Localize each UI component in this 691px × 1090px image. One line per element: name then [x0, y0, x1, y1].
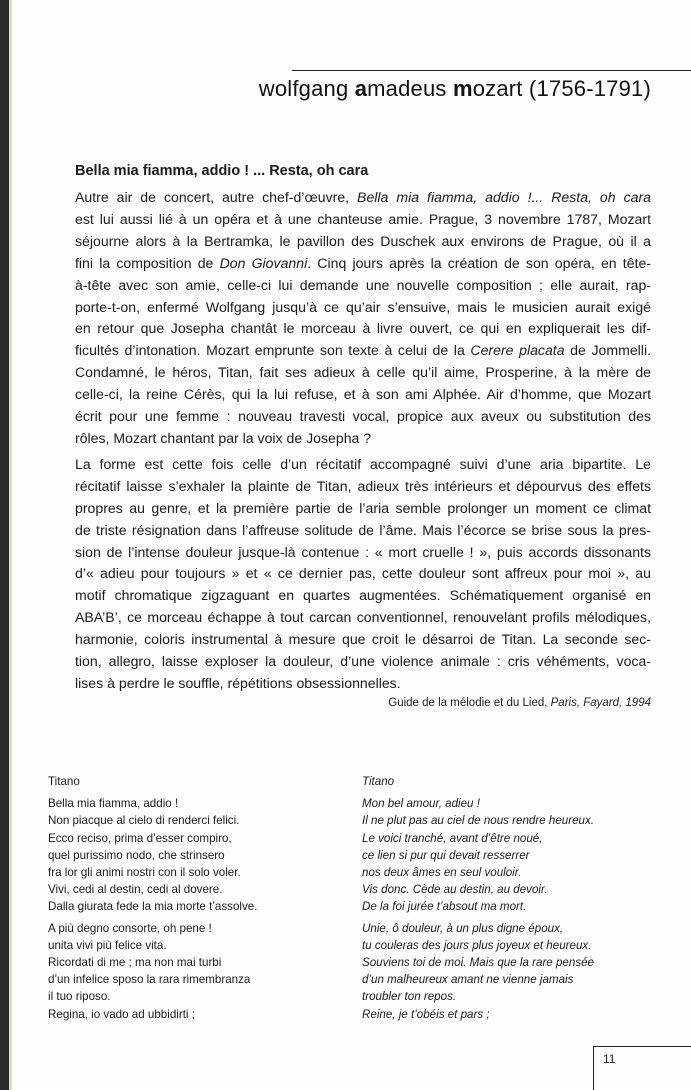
- page-binding-shadow: [9, 0, 12, 1090]
- text-line: propres au genre, et la première partie de l’aria semble prolonger un moment ce climat: [75, 499, 651, 516]
- poem-verse: Regina, io vado ad ubbidirti ;: [48, 1007, 195, 1021]
- paragraph-1: [75, 187, 651, 450]
- text-line: porte-t-on, enfermé Wolfgang jusqu’à ce qu’air s’ensuive, mais le musicien aurait exigé: [75, 298, 651, 315]
- poem-verse: Non piacque al cielo di renderci felici.: [48, 814, 240, 828]
- poem-verse: De la foi jurée t’absout ma mort.: [362, 900, 527, 914]
- article-title: Bella mia fiamma, addio ! ... Resta, oh cara: [75, 163, 369, 179]
- text-line: fini la composition de Don Giovanni. Cinq jours après la création de son opéra, en tête-: [75, 254, 651, 271]
- poem-verse: ce lien si pur qui devait resserrer: [362, 848, 530, 862]
- text-line: La forme est cette fois celle d’un récitatif accompagné suivi d’une aria bipartite. Le: [75, 455, 651, 472]
- poem-verse: Vivi, cedi al destin, cedi al dovere.: [48, 883, 223, 897]
- poem-verse: Souviens toi de moi. Mais que la rare pensée: [362, 956, 595, 970]
- text-line: à-tête avec son amie, celle-ci lui demande une nouvelle composition ; elle aurait, rap-: [75, 276, 651, 293]
- text-line: en retour que Josepha chantât le morceau à livre ouvert, ce qui en expliquerait les dif-: [75, 320, 651, 337]
- page-number: 11: [603, 1052, 616, 1066]
- text-line: celle-ci, la reine Cérès, qui la lui refuse, et à son ami Alphée. Air d’homme, que Mozart: [75, 386, 651, 403]
- poem-verse: d’un malheureux amant ne vienne jamais: [362, 973, 574, 987]
- text-line: ficultés d’intonation. Mozart emprunte son texte à celui de la Cerere placata de Jommelli.: [75, 342, 651, 359]
- poem-verse: Vis donc. Cède au destin, au devoir.: [362, 883, 548, 897]
- poem-verse: Reine, je t’obéis et pars ;: [362, 1007, 490, 1021]
- text-line: Condamné, le héros, Titan, fait ses adieux à celle qu’il aime, Prosperine, à la mère de: [75, 364, 651, 381]
- text-line: sion de l’intense douleur jusque-là contenue : « mort cruelle ! », puis accords dissonants: [75, 543, 651, 560]
- text-line: d’« adieu pour toujours » et « ce dernier pas, cette douleur sont affreux pour moi », au: [75, 565, 651, 582]
- text-line: écrit pour une femme : nouveau travesti vocal, propice aux aveux ou substitution des: [75, 408, 651, 425]
- text-line: motif chromatique zigzaguant en quartes augmentées. Schématiquement organisé en: [75, 587, 651, 604]
- text-line: récitatif laisse s’exhaler la plainte de Titan, adieux très intérieurs et dépourvus des effets: [75, 477, 651, 494]
- page-binding-edge: [0, 0, 9, 1090]
- footer-rule-vertical: [593, 1046, 594, 1090]
- text-line: harmonie, coloris instrumental à mesure que croit le désarroi de Titan. La seconde sec-: [75, 631, 651, 648]
- poem-verse: tu couleras des jours plus joyeux et heureux.: [362, 938, 592, 952]
- text-line: ABA’B’, ce morceau échappe à tout carcan conventionnel, renouvelant profils mélodiques,: [75, 609, 651, 626]
- poem-verse: d’un infelice sposo la rara rimembranza: [48, 973, 251, 987]
- text-line: Autre air de concert, autre chef-d’œuvre, Bella mia fiamma, addio !... Resta, oh cara: [75, 189, 651, 205]
- poem-verse: Ecco reciso, prima d’esser compiro,: [48, 831, 232, 845]
- text-line: séjourne alors à la Bertramka, le pavillon des Duschek aux environs de Prague, où il a: [75, 232, 651, 249]
- poem-verse: Ricordati di me ; ma non mai turbi: [48, 956, 222, 970]
- article-body: [75, 187, 651, 699]
- paragraph-2: [75, 454, 651, 695]
- text-line: rôles, Mozart chantant par la voix de Josepha ?: [75, 429, 372, 446]
- text-line: de triste résignation dans l’affreuse solitude de l’âme. Mais l’écorce se brise sous la pres-: [75, 521, 651, 538]
- footer-rule: [593, 1046, 691, 1047]
- poem-verse: Le voici tranché, avant d’être noué,: [362, 831, 543, 845]
- poem-verse: quel purissimo nodo, che strinsero: [48, 848, 225, 862]
- poem-verse: A più degno consorte, oh pene !: [48, 921, 212, 935]
- poem-verse: unita vivi più felice vita.: [48, 938, 167, 952]
- poem-verse: fra lor gli animi nostri con il solo voler.: [48, 866, 241, 880]
- poem-speaker: Titano: [362, 775, 395, 788]
- poem-verse: troubler ton repos.: [362, 990, 457, 1004]
- poem-verse: Mon bel amour, adieu !: [362, 797, 480, 811]
- poem-speaker: Titano: [48, 775, 80, 788]
- poem-verses: [48, 795, 257, 1023]
- poem-verse: Il ne plut pas au ciel de nous rendre heureux.: [362, 814, 595, 828]
- composer-heading: wolfgang amadeus mozart (1756-1791): [258, 76, 651, 101]
- text-line: lises à perdre le souffle, répétitions obsessionnelles.: [75, 674, 401, 691]
- header-rule: [292, 70, 691, 71]
- poem-verses: [362, 795, 594, 1023]
- poem-french: [362, 773, 594, 1023]
- poem-italian: [48, 773, 257, 1023]
- poem-verse: il tuo riposo.: [48, 990, 111, 1004]
- poem-verse: Bella mia fiamma, addio !: [48, 797, 179, 811]
- poem-verse: Dalla giurata fede la mia morte t’assolve.: [48, 900, 258, 914]
- poem-verse: nos deux âmes en seul vouloir.: [362, 866, 522, 880]
- text-line: est lui aussi lié à un opéra et à une chanteuse amie. Prague, 3 novembre 1787, Mozart: [75, 210, 651, 227]
- text-line: tion, allegro, laisse exploser la douleur, d’une violence animale : cris véhéments, voca-: [75, 653, 651, 670]
- citation: Guide de la mélodie et du Lied, Paris, Fayard, 1994: [388, 697, 651, 709]
- poem-verse: Unie, ô douleur, à un plus digne époux,: [362, 921, 564, 935]
